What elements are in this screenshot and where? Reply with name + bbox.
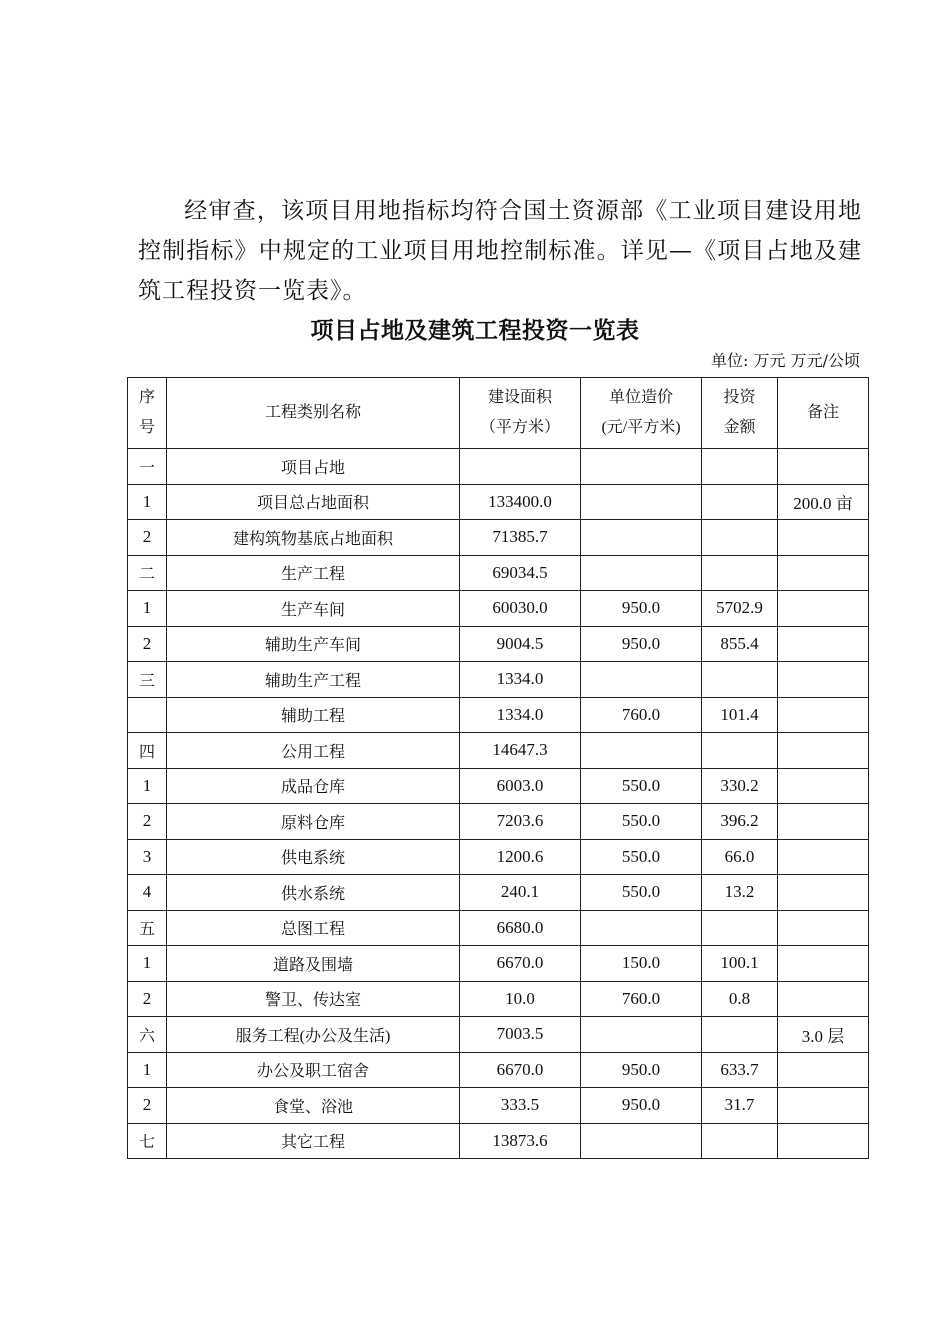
table-row	[128, 910, 869, 946]
row-seq: 五	[128, 910, 167, 946]
row-seq: 1	[128, 768, 167, 804]
row-remark	[778, 839, 869, 875]
row-amount	[702, 662, 778, 698]
row-remark	[778, 555, 869, 591]
row-amount: 31.7	[702, 1088, 778, 1124]
table-row	[128, 981, 869, 1017]
intro-paragraph-text: 经审查，该项目用地指标均符合国土资源部《工业项目建设用地控制指标》中规定的工业项目用地控制标准。详见—《项目占地及建筑工程投资一览表》。	[138, 198, 862, 304]
row-name: 道路及围墙	[167, 946, 460, 982]
row-area: 14647.3	[460, 733, 581, 769]
header-price: 单位造价 (元/平方米)	[581, 378, 702, 449]
table-row	[128, 875, 869, 911]
row-price	[581, 449, 702, 485]
table-row	[128, 1052, 869, 1088]
row-area: 6670.0	[460, 946, 581, 982]
row-remark	[778, 946, 869, 982]
row-name: 食堂、浴池	[167, 1088, 460, 1124]
row-seq: 2	[128, 1088, 167, 1124]
table-row	[128, 520, 869, 556]
row-name: 其它工程	[167, 1123, 460, 1159]
row-area: 6680.0	[460, 910, 581, 946]
row-price: 550.0	[581, 875, 702, 911]
row-name: 服务工程(办公及生活)	[167, 1017, 460, 1053]
row-price	[581, 555, 702, 591]
row-seq: 四	[128, 733, 167, 769]
table-row	[128, 839, 869, 875]
row-amount: 855.4	[702, 626, 778, 662]
table-row	[128, 449, 869, 485]
row-seq: 三	[128, 662, 167, 698]
table-row	[128, 733, 869, 769]
row-area: 1200.6	[460, 839, 581, 875]
row-price: 950.0	[581, 626, 702, 662]
row-area: 240.1	[460, 875, 581, 911]
row-price: 950.0	[581, 591, 702, 627]
row-seq: 4	[128, 875, 167, 911]
row-name: 建构筑物基底占地面积	[167, 520, 460, 556]
header-remark: 备注	[778, 378, 869, 449]
row-remark	[778, 662, 869, 698]
row-amount: 396.2	[702, 804, 778, 840]
header-name: 工程类别名称	[167, 378, 460, 449]
row-remark: 3.0 层	[778, 1017, 869, 1053]
row-name: 原料仓库	[167, 804, 460, 840]
row-amount: 66.0	[702, 839, 778, 875]
row-seq: 一	[128, 449, 167, 485]
table-row	[128, 946, 869, 982]
table-row	[128, 591, 869, 627]
row-price: 550.0	[581, 804, 702, 840]
row-amount	[702, 733, 778, 769]
table-row	[128, 768, 869, 804]
row-name: 公用工程	[167, 733, 460, 769]
row-amount	[702, 449, 778, 485]
row-amount: 0.8	[702, 981, 778, 1017]
row-area: 7203.6	[460, 804, 581, 840]
row-amount	[702, 910, 778, 946]
row-remark	[778, 449, 869, 485]
row-area: 6003.0	[460, 768, 581, 804]
header-seq: 序 号	[128, 378, 167, 449]
table-row	[128, 1123, 869, 1159]
row-seq: 七	[128, 1123, 167, 1159]
header-amount: 投资 金额	[702, 378, 778, 449]
unit-note: 单位: 万元 万元/公顷	[711, 351, 860, 370]
row-amount: 633.7	[702, 1052, 778, 1088]
row-seq: 2	[128, 804, 167, 840]
row-amount: 5702.9	[702, 591, 778, 627]
row-remark	[778, 1088, 869, 1124]
row-area: 10.0	[460, 981, 581, 1017]
row-price	[581, 520, 702, 556]
investment-table	[127, 377, 869, 1159]
row-seq: 2	[128, 520, 167, 556]
row-remark	[778, 1123, 869, 1159]
row-price	[581, 1017, 702, 1053]
table-row	[128, 697, 869, 733]
table-row	[128, 555, 869, 591]
row-area: 133400.0	[460, 484, 581, 520]
row-name: 项目总占地面积	[167, 484, 460, 520]
row-amount	[702, 1123, 778, 1159]
row-name: 总图工程	[167, 910, 460, 946]
row-area: 1334.0	[460, 662, 581, 698]
row-price	[581, 1123, 702, 1159]
row-area: 6670.0	[460, 1052, 581, 1088]
row-remark	[778, 697, 869, 733]
row-name: 成品仓库	[167, 768, 460, 804]
row-name: 办公及职工宿舍	[167, 1052, 460, 1088]
row-amount: 13.2	[702, 875, 778, 911]
row-seq: 1	[128, 484, 167, 520]
row-name: 生产工程	[167, 555, 460, 591]
row-name: 警卫、传达室	[167, 981, 460, 1017]
row-name: 项目占地	[167, 449, 460, 485]
table-row	[128, 662, 869, 698]
row-price: 760.0	[581, 981, 702, 1017]
table-row	[128, 484, 869, 520]
row-amount	[702, 484, 778, 520]
row-area: 60030.0	[460, 591, 581, 627]
row-remark	[778, 1052, 869, 1088]
row-name: 生产车间	[167, 591, 460, 627]
intro-paragraph	[138, 191, 862, 311]
row-remark	[778, 910, 869, 946]
row-remark	[778, 626, 869, 662]
row-name: 供电系统	[167, 839, 460, 875]
row-price	[581, 484, 702, 520]
row-price: 550.0	[581, 839, 702, 875]
row-seq: 二	[128, 555, 167, 591]
row-remark	[778, 733, 869, 769]
row-name: 辅助生产工程	[167, 662, 460, 698]
row-price: 950.0	[581, 1088, 702, 1124]
row-remark	[778, 768, 869, 804]
row-amount	[702, 555, 778, 591]
row-remark	[778, 875, 869, 911]
row-area	[460, 449, 581, 485]
table-row	[128, 1088, 869, 1124]
row-area: 9004.5	[460, 626, 581, 662]
row-seq: 1	[128, 1052, 167, 1088]
table-row	[128, 626, 869, 662]
row-seq: 1	[128, 946, 167, 982]
row-area: 1334.0	[460, 697, 581, 733]
row-price: 550.0	[581, 768, 702, 804]
row-name: 辅助工程	[167, 697, 460, 733]
row-amount	[702, 520, 778, 556]
table-header-row	[128, 378, 869, 449]
row-remark: 200.0 亩	[778, 484, 869, 520]
row-seq: 2	[128, 981, 167, 1017]
row-area: 7003.5	[460, 1017, 581, 1053]
row-price	[581, 662, 702, 698]
row-area: 71385.7	[460, 520, 581, 556]
row-area: 13873.6	[460, 1123, 581, 1159]
row-seq	[128, 697, 167, 733]
table-row	[128, 804, 869, 840]
row-seq: 2	[128, 626, 167, 662]
row-amount: 100.1	[702, 946, 778, 982]
row-remark	[778, 591, 869, 627]
row-price: 760.0	[581, 697, 702, 733]
row-seq: 六	[128, 1017, 167, 1053]
row-remark	[778, 804, 869, 840]
row-name: 辅助生产车间	[167, 626, 460, 662]
row-price: 150.0	[581, 946, 702, 982]
row-price	[581, 733, 702, 769]
row-price: 950.0	[581, 1052, 702, 1088]
table-title: 项目占地及建筑工程投资一览表	[310, 317, 640, 344]
row-price	[581, 910, 702, 946]
row-seq: 1	[128, 591, 167, 627]
row-area: 69034.5	[460, 555, 581, 591]
row-seq: 3	[128, 839, 167, 875]
row-name: 供水系统	[167, 875, 460, 911]
header-area: 建设面积 （平方米）	[460, 378, 581, 449]
row-amount: 101.4	[702, 697, 778, 733]
row-area: 333.5	[460, 1088, 581, 1124]
table-row	[128, 1017, 869, 1053]
row-amount	[702, 1017, 778, 1053]
row-remark	[778, 520, 869, 556]
row-remark	[778, 981, 869, 1017]
row-amount: 330.2	[702, 768, 778, 804]
